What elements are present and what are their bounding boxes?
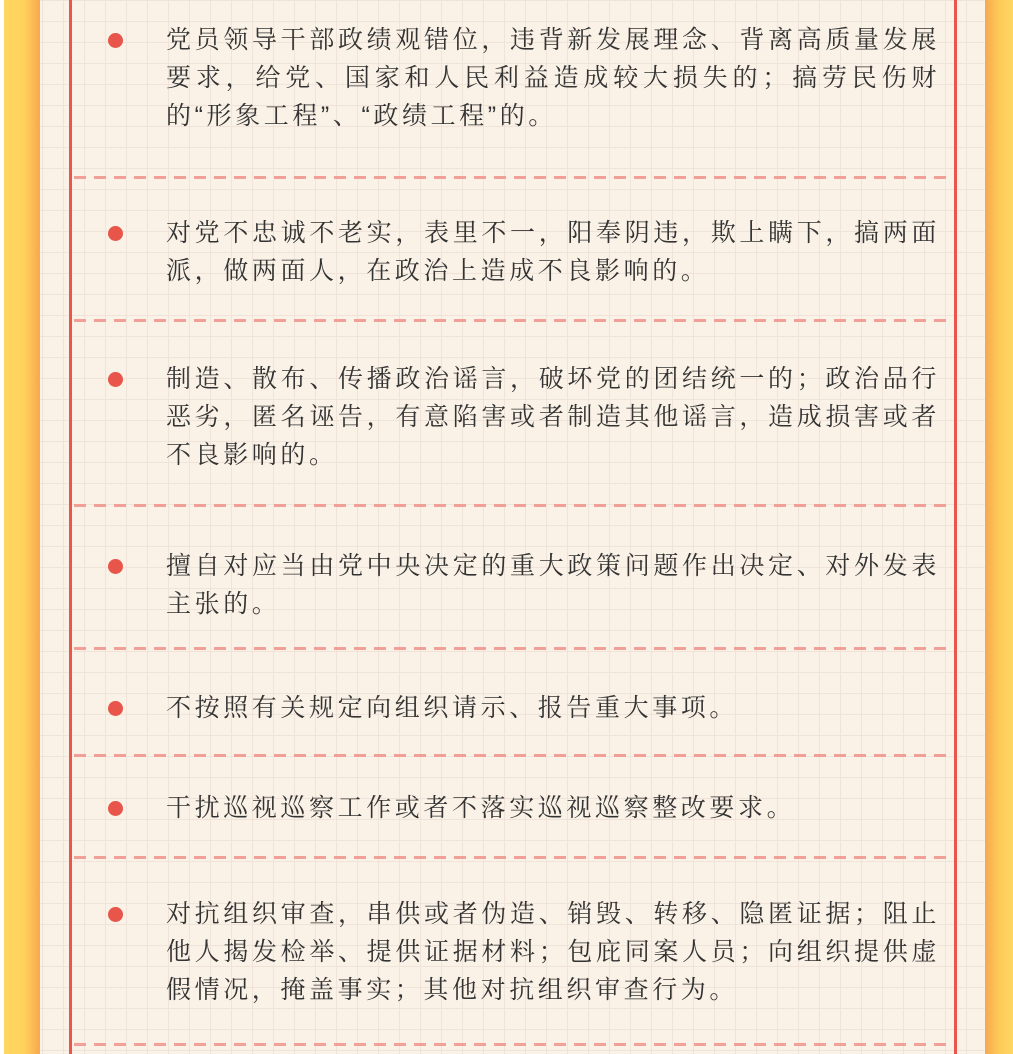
right-yellow-band bbox=[985, 0, 1013, 1054]
dashed-separator bbox=[74, 856, 952, 859]
list-item bbox=[108, 21, 940, 135]
dashed-separator bbox=[74, 1043, 952, 1046]
bullet-dot-icon bbox=[108, 701, 123, 716]
left-yellow-band bbox=[4, 0, 40, 1054]
left-margin-line bbox=[69, 0, 72, 1054]
dashed-separator bbox=[74, 647, 952, 650]
list-item bbox=[108, 789, 940, 827]
list-item-text: 不按照有关规定向组织请示、报告重大事项。 bbox=[166, 694, 739, 722]
list-item-text: 对抗组织审查，串供或者伪造、销毁、转移、隐匿证据；阻止他人揭发检举、提供证据材料；包庇同案人员；向组织提供虚假情况，掩盖事实；其他对抗组织审查行为。 bbox=[166, 900, 940, 1004]
list-item-text: 对党不忠诚不老实，表里不一，阳奉阴违，欺上瞒下，搞两面派，做两面人，在政治上造成不良影响的。 bbox=[166, 219, 940, 285]
list-item bbox=[108, 547, 940, 623]
dashed-separator bbox=[74, 754, 952, 757]
right-margin-line bbox=[954, 0, 957, 1054]
dashed-separator bbox=[74, 319, 952, 322]
list-item bbox=[108, 214, 940, 290]
dashed-separator bbox=[74, 176, 952, 179]
dashed-separator bbox=[74, 504, 952, 507]
list-item-text: 干扰巡视巡察工作或者不落实巡视巡察整改要求。 bbox=[166, 794, 796, 822]
list-item bbox=[108, 895, 940, 1009]
bullet-dot-icon bbox=[108, 559, 123, 574]
list-item-text: 党员领导干部政绩观错位，违背新发展理念、背离高质量发展要求，给党、国家和人民利益造成较大损失的；搞劳民伤财的“形象工程”、“政绩工程”的。 bbox=[166, 26, 940, 130]
bullet-dot-icon bbox=[108, 33, 123, 48]
list-item-text: 擅自对应当由党中央决定的重大政策问题作出决定、对外发表主张的。 bbox=[166, 552, 940, 618]
bullet-dot-icon bbox=[108, 372, 123, 387]
list-item bbox=[108, 689, 940, 727]
bullet-dot-icon bbox=[108, 801, 123, 816]
list-item-text: 制造、散布、传播政治谣言，破坏党的团结统一的；政治品行恶劣，匿名诬告，有意陷害或者制造其他谣言，造成损害或者不良影响的。 bbox=[166, 365, 940, 469]
bullet-dot-icon bbox=[108, 226, 123, 241]
list-item bbox=[108, 360, 940, 474]
bullet-dot-icon bbox=[108, 907, 123, 922]
